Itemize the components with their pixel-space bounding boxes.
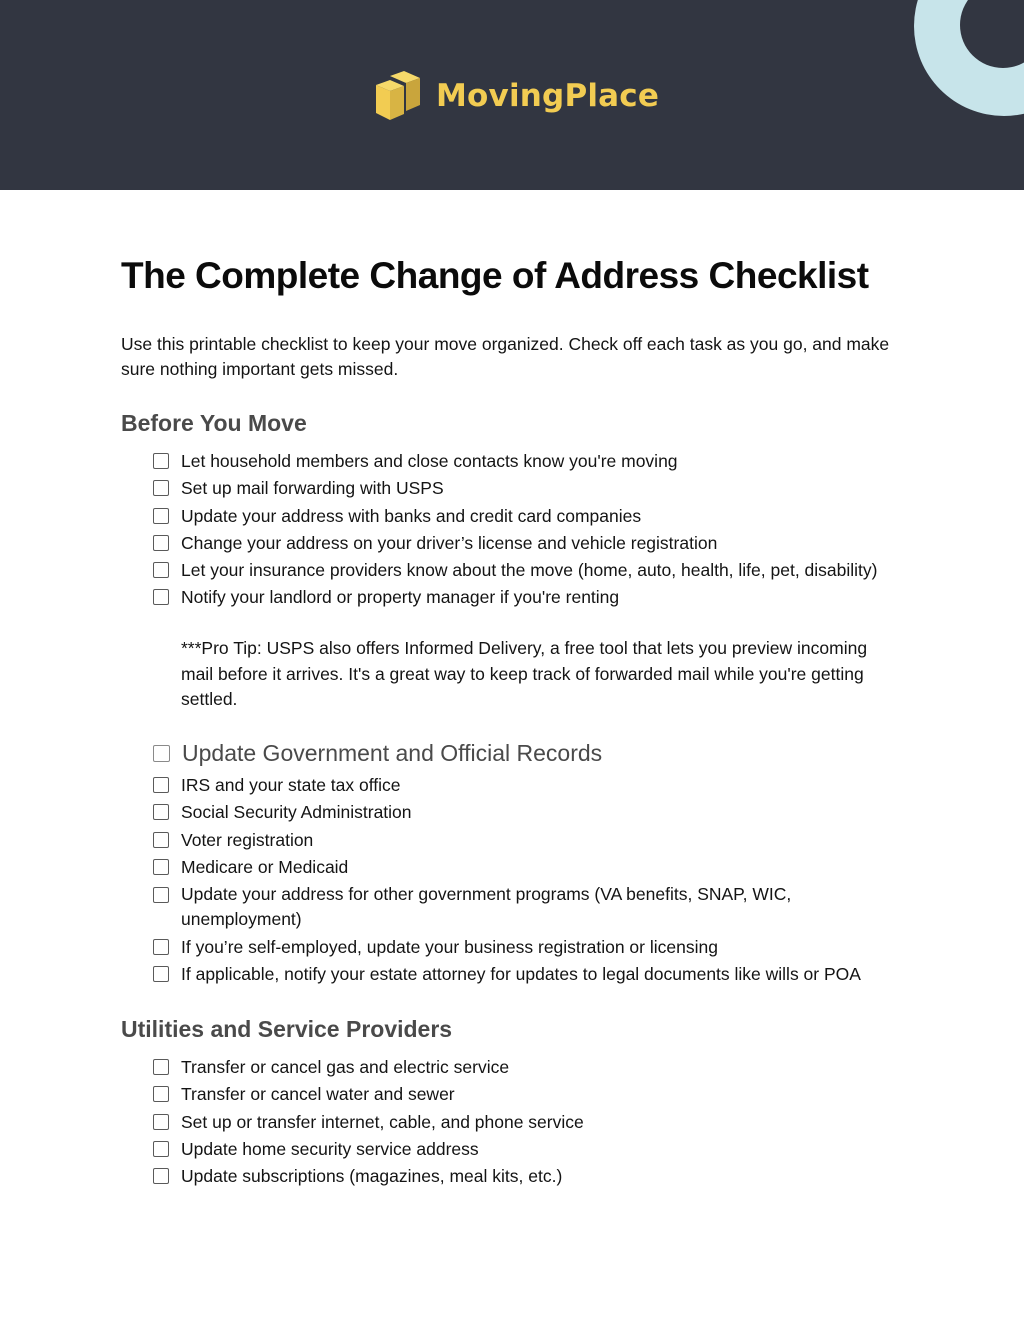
section-heading-before-you-move: Before You Move <box>121 410 307 436</box>
section-heading-government-records[interactable]: Update Government and Official Records <box>153 740 602 767</box>
checklist-item[interactable]: Let your insurance providers know about the move (home, auto, health, life, pet, disability) <box>153 557 913 584</box>
checkbox[interactable] <box>153 887 169 903</box>
checklist-item[interactable]: Medicare or Medicaid <box>153 854 913 881</box>
checkbox[interactable] <box>153 939 169 955</box>
checklist-item[interactable]: Social Security Administration <box>153 799 913 826</box>
checklist-item[interactable]: Update your address with banks and credit card companies <box>153 503 913 530</box>
box-icon <box>376 71 422 121</box>
checklist-item[interactable]: Let household members and close contacts know you're moving <box>153 448 913 475</box>
checklist-item[interactable]: If you’re self-employed, update your business registration or licensing <box>153 934 913 961</box>
checkbox[interactable] <box>153 562 169 578</box>
checkbox[interactable] <box>153 1168 169 1184</box>
page-header <box>0 0 1024 190</box>
checklist-item[interactable]: Set up or transfer internet, cable, and phone service <box>153 1109 913 1136</box>
checklist-item[interactable]: Update subscriptions (magazines, meal kits, etc.) <box>153 1163 913 1190</box>
checkbox[interactable] <box>153 859 169 875</box>
checklist-item[interactable]: Notify your landlord or property manager if you're renting <box>153 584 913 611</box>
checklist-item[interactable]: Change your address on your driver’s license and vehicle registration <box>153 530 913 557</box>
checklist-item[interactable]: Update your address for other government programs (VA benefits, SNAP, WIC, unemployment) <box>153 882 913 932</box>
checkbox[interactable] <box>153 832 169 848</box>
checklist-item[interactable]: Transfer or cancel water and sewer <box>153 1081 913 1108</box>
checkbox[interactable] <box>153 589 169 605</box>
checklist-item[interactable]: Transfer or cancel gas and electric service <box>153 1054 913 1081</box>
checkbox[interactable] <box>153 1141 169 1157</box>
checkbox[interactable] <box>153 1059 169 1075</box>
checklist-item[interactable]: Voter registration <box>153 827 913 854</box>
checkbox[interactable] <box>153 1114 169 1130</box>
checkbox[interactable] <box>153 745 170 762</box>
checklist-item[interactable]: Set up mail forwarding with USPS <box>153 475 913 502</box>
checklist-item[interactable]: If applicable, notify your estate attorney for updates to legal documents like wills or POA <box>153 961 913 988</box>
checklist-government-records <box>153 772 913 989</box>
checklist-item[interactable]: Update home security service address <box>153 1136 913 1163</box>
checkbox[interactable] <box>153 453 169 469</box>
checkbox[interactable] <box>153 966 169 982</box>
checkbox[interactable] <box>153 804 169 820</box>
brand-name: MovingPlace <box>436 78 660 114</box>
checkbox[interactable] <box>153 480 169 496</box>
checkbox[interactable] <box>153 1086 169 1102</box>
page-title: The Complete Change of Address Checklist <box>121 255 869 296</box>
checklist-item[interactable]: IRS and your state tax office <box>153 772 913 799</box>
pro-tip-text: ***Pro Tip: USPS also offers Informed Delivery, a free tool that lets you preview incoming mail before it arrives. It's a great way to keep track of forwarded mail while you're getting settled. <box>181 638 868 709</box>
brand-logo <box>376 70 659 122</box>
checkbox[interactable] <box>153 508 169 524</box>
checkbox[interactable] <box>153 535 169 551</box>
section-heading-utilities: Utilities and Service Providers <box>121 1016 453 1042</box>
checkbox[interactable] <box>153 777 169 793</box>
checklist-utilities <box>153 1054 913 1190</box>
checklist-before-you-move <box>153 448 913 612</box>
intro-paragraph: Use this printable checklist to keep your move organized. Check off each task as you go, and make sure nothing important gets missed. <box>121 334 890 379</box>
